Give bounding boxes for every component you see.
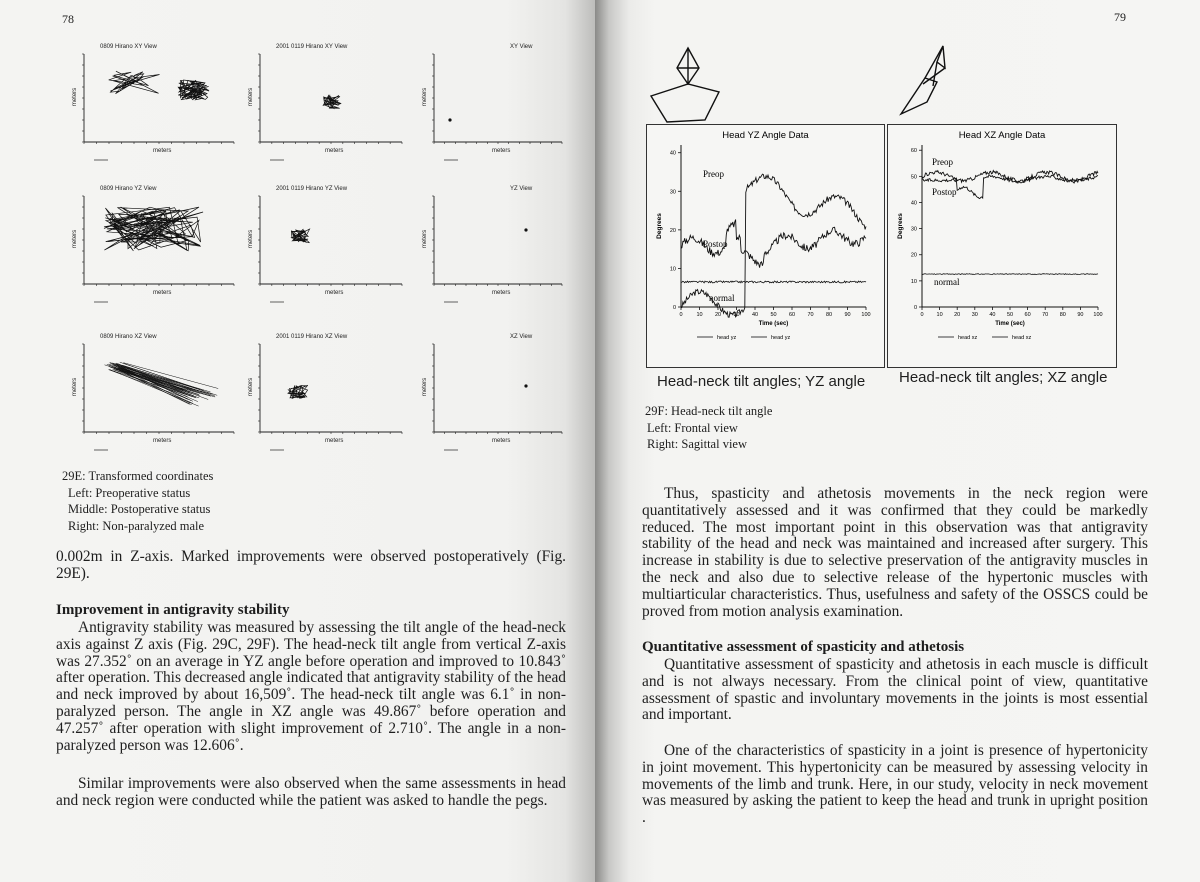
legend-label: head xz — [958, 335, 978, 341]
plot-xlabel: meters — [325, 290, 344, 296]
x-tick-label: 10 — [936, 312, 943, 318]
plot-xlabel: meters — [492, 438, 511, 444]
similar-paragraph — [56, 776, 566, 810]
trajectory-plot — [422, 334, 570, 460]
x-tick-label: 80 — [1059, 312, 1066, 318]
y-tick-label: 50 — [910, 174, 917, 181]
intro-text — [56, 549, 566, 583]
x-tick-label: 80 — [825, 312, 833, 318]
plot-ylabel: meters — [422, 377, 429, 397]
caption-line: 29E: Transformed coordinates — [62, 469, 214, 483]
paragraph: One of the characteristics of spasticity in a joint is presence of hypertonicity in joint movement. This hypertonicity can be measured by assessing velocity in movements of the limb and trunk. Here, in our study, velocity in neck movement was measured by asking the patient to keep the head and trunk in upright position . — [642, 742, 1148, 827]
caption-line: Left: Preoperative status — [68, 485, 191, 500]
x-tick-label: 50 — [1006, 312, 1014, 318]
x-tick-label: 40 — [989, 312, 996, 318]
trajectory-point — [448, 118, 451, 121]
trajectory-trace — [288, 385, 308, 398]
x-tick-label: 10 — [696, 312, 703, 318]
y-tick-label: 0 — [913, 305, 917, 311]
x-tick-label: 60 — [788, 312, 796, 318]
trajectory-point — [524, 228, 527, 231]
normal-series — [922, 274, 1098, 275]
normal-label: normal — [709, 293, 735, 303]
y-tick-label: 60 — [910, 148, 917, 155]
x-tick-label: 100 — [1093, 312, 1103, 318]
label-yz-angle: Head-neck tilt angles; YZ angle — [657, 373, 866, 390]
quantitative-paragraph — [642, 657, 1148, 724]
hypertonicity-paragraph — [642, 743, 1148, 827]
plot-xlabel: meters — [153, 290, 172, 296]
legend-label: head xz — [1012, 335, 1032, 341]
y-tick-label: 30 — [669, 189, 676, 196]
plot-ylabel: meters — [72, 87, 79, 107]
x-axis-label: Time (sec) — [758, 321, 789, 327]
section-heading-quantitative: Quantitative assessment of spasticity and athetosis — [642, 639, 965, 655]
y-tick-label: 0 — [672, 305, 676, 311]
caption-line: Right: Sagittal view — [647, 437, 747, 451]
section-heading-antigravity: Improvement in antigravity stability — [56, 602, 290, 618]
trajectory-plot — [248, 186, 410, 312]
legend-label: head yz — [717, 335, 737, 341]
y-tick-label: 40 — [669, 150, 676, 157]
normal-label: normal — [934, 277, 960, 287]
plot-xlabel: meters — [325, 438, 344, 444]
x-tick-label: 50 — [770, 312, 777, 318]
plot-ylabel: meters — [248, 229, 255, 249]
chart-title: Head YZ Angle Data — [722, 130, 809, 141]
trajectory-plot — [72, 186, 242, 312]
plot-xlabel: meters — [492, 290, 511, 296]
trajectory-point — [524, 384, 527, 387]
preop-label: Preop — [703, 169, 724, 179]
antigravity-paragraph — [56, 620, 566, 754]
plot-ylabel: meters — [72, 377, 79, 397]
caption-line: Right: Non-paralyzed male — [68, 518, 205, 533]
legend-label: head yz — [771, 335, 791, 341]
plot-title: 0809 Hirano XY View — [100, 44, 157, 50]
postop-label: Postop — [703, 239, 728, 249]
y-axis-label: Degrees — [656, 213, 663, 239]
trajectory-trace — [109, 71, 209, 100]
y-tick-label: 20 — [669, 227, 676, 234]
frontal-stick-figure — [645, 40, 735, 130]
plot-title: XY View — [510, 44, 533, 50]
trajectory-plot — [72, 334, 242, 460]
plot-xlabel: meters — [153, 438, 172, 444]
plot-title: XZ View — [510, 334, 533, 340]
plot-xlabel: meters — [492, 148, 511, 154]
plot-ylabel: meters — [422, 87, 429, 107]
x-tick-label: 90 — [844, 312, 851, 318]
paragraph: 0.002m in Z-axis. Marked improvements were observed postoperatively (Fig. 29E). — [56, 548, 566, 582]
paragraph: Thus, spasticity and athetosis movements in the neck region were quantitatively assessed and it was confirmed that they could be markedly reduced. The most important point in this observation was that antigravity stability of the head and neck was maintained and increased after surgery. This increase in stability is due to selective preservation of the antigravity muscles in the neck and also due to selective release of the hypertonic muscles with multiarticular characteristics. Thus, usefulness and safety of the OSSCS could be proved from motion analysis examination. — [642, 485, 1148, 620]
trajectory-plot — [422, 186, 570, 312]
chart-head-xz — [887, 124, 1117, 368]
y-tick-label: 20 — [910, 252, 917, 259]
y-tick-label: 30 — [910, 226, 917, 233]
figure-caption-29e — [62, 468, 213, 534]
plot-ylabel: meters — [72, 229, 79, 249]
trajectory-trace — [291, 229, 309, 243]
x-tick-label: 100 — [861, 312, 871, 318]
plot-title: YZ View — [510, 186, 533, 192]
paragraph: Antigravity stability was measured by assessing the tilt angle of the head-neck axis against Z axis (Fig. 29C, 29F). The head-neck tilt angle from vertical Z-axis was 27.352˚ on an average in YZ angle before operation and improved to 10.843˚ after operation. This decreased angle indicated that antigravity stability of the head and neck improved by about 16,509˚. The head-neck tilt angle was 6.1˚ in non-paralyzed person. The angle in XZ angle was 49.867˚ before operation and 47.257˚ after operation with slight improvement of 2.710˚. The angle in a non-paralyzed person was 12.606˚. — [56, 619, 566, 754]
sagittal-stick-figure — [893, 42, 963, 122]
x-axis-label: Time (sec) — [995, 321, 1025, 327]
y-tick-label: 10 — [669, 266, 676, 273]
x-tick-label: 30 — [733, 312, 740, 318]
plot-title: 0809 Hirano YZ View — [100, 186, 157, 192]
postop-label: Postop — [932, 187, 957, 197]
paragraph: Similar improvements were also observed when the same assessments in head and neck region were conducted while the patient was asked to handle the pegs. — [56, 775, 566, 809]
y-axis-label: Degrees — [897, 213, 904, 239]
plot-title: 2001 0119 Hirano XZ View — [276, 334, 348, 340]
x-tick-label: 0 — [920, 312, 924, 318]
x-tick-label: 30 — [971, 312, 978, 318]
caption-line: 29F: Head-neck tilt angle — [645, 404, 773, 418]
plot-xlabel: meters — [325, 148, 344, 154]
trajectory-trace — [105, 362, 219, 406]
x-tick-label: 20 — [714, 312, 722, 318]
x-tick-label: 70 — [1042, 312, 1049, 318]
y-tick-label: 40 — [910, 200, 917, 207]
x-tick-label: 40 — [751, 312, 759, 318]
page-number-left: 78 — [62, 12, 74, 26]
plot-title: 2001 0119 Hirano XY View — [276, 44, 348, 50]
chart-head-yz — [646, 124, 885, 368]
trajectory-plot — [422, 44, 570, 170]
trajectory-plot — [248, 44, 410, 170]
trajectory-trace — [104, 207, 203, 251]
left-page — [0, 0, 595, 882]
y-tick-label: 10 — [910, 278, 917, 285]
paragraph: Quantitative assessment of spasticity and athetosis in each muscle is difficult and is not always necessary. From the clinical point of view, quantitative assessment of spastic and involuntary movements in the joints is most essential and important. — [642, 656, 1148, 724]
plot-ylabel: meters — [248, 377, 255, 397]
plot-xlabel: meters — [153, 148, 172, 154]
thus-paragraph — [642, 486, 1148, 620]
label-xz-angle: Head-neck tilt angles; XZ angle — [899, 369, 1108, 386]
plot-ylabel: meters — [422, 229, 429, 249]
x-tick-label: 0 — [679, 312, 683, 318]
plot-ylabel: meters — [248, 87, 255, 107]
trajectory-plot — [72, 44, 242, 170]
normal-series — [681, 281, 866, 283]
x-tick-label: 70 — [807, 312, 814, 318]
x-tick-label: 60 — [1024, 312, 1031, 318]
x-tick-label: 90 — [1077, 312, 1084, 318]
trajectory-trace — [323, 95, 341, 108]
preop-label: Preop — [932, 157, 953, 167]
chart-title: Head XZ Angle Data — [958, 130, 1046, 141]
plot-title: 2001 0119 Hirano YZ View — [276, 186, 348, 192]
figure-caption-29f — [645, 403, 772, 453]
right-page — [595, 0, 1200, 882]
caption-line: Left: Frontal view — [647, 420, 738, 435]
caption-line: Middle: Postoperative status — [68, 502, 211, 516]
page-number-right: 79 — [1114, 10, 1126, 24]
x-tick-label: 20 — [954, 312, 961, 318]
plot-title: 0809 Hirano XZ View — [100, 334, 157, 340]
trajectory-plot — [248, 334, 410, 460]
